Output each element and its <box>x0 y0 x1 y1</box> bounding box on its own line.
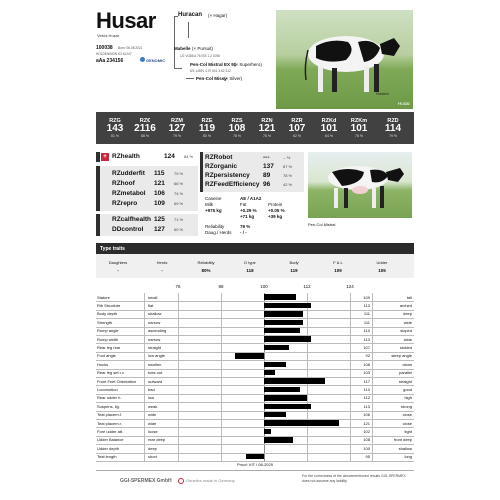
trait-label: RZhoof <box>112 180 135 187</box>
linear-trait-row <box>96 385 414 393</box>
stat-rzkd <box>314 112 344 138</box>
trait-low-label: swollen <box>148 361 162 367</box>
type-traits-header: Type traits <box>96 243 414 254</box>
pedigree-line <box>174 68 182 69</box>
trait-bar <box>235 353 264 358</box>
stat-value: 2116 <box>134 123 156 134</box>
genetics-logo-icon <box>178 478 184 484</box>
trait-value: 121 <box>363 420 370 426</box>
pedigree-sire: Huracan <box>178 12 203 18</box>
trait-name: Rear leg set r.v. <box>97 370 125 376</box>
trait-bar <box>264 336 311 341</box>
stat-pct: 79 % <box>389 134 397 138</box>
linear-trait-row <box>96 293 414 301</box>
rzorganic-row <box>205 163 293 170</box>
health-marker <box>96 152 100 162</box>
stat-pct: 78 % <box>233 134 241 138</box>
brand-name: GGI-SPERMEX GmbH <box>120 478 172 484</box>
fat-pct: +0.29 % <box>240 208 257 213</box>
trait-name: Foot angle <box>97 353 116 359</box>
trait-value: 112 <box>363 395 370 401</box>
type-value-cell: 105 <box>378 268 386 273</box>
stat-label: RZG <box>109 118 121 124</box>
stat-pct: 88 % <box>141 134 149 138</box>
rzpersistency-row <box>205 172 293 179</box>
fat-label: Fat <box>240 202 247 207</box>
stat-pct: 64 % <box>325 134 333 138</box>
trait-bar <box>264 404 311 409</box>
trait-name: Udder depth <box>97 445 120 451</box>
pedigree-sire-dam-info: 1/2 VG86 A 76 ISS 1.2 1056 <box>180 54 220 58</box>
trait-high-label: sickled <box>399 344 412 350</box>
trait-label: RZRobot <box>205 154 233 161</box>
type-header-cell: Body <box>289 260 299 265</box>
trait-value: 106 <box>363 361 370 367</box>
stat-value: 107 <box>288 123 306 134</box>
pedigree-line <box>174 16 175 68</box>
pedigree-sire-parent: (× Hagar) <box>208 13 228 18</box>
trait-low-label: outward <box>148 378 163 384</box>
trait-name: Rib Structure <box>97 302 121 308</box>
stat-label: RZN <box>261 118 273 124</box>
protein-pct: +0.05 % <box>268 208 285 213</box>
trait-bar <box>264 395 307 400</box>
trait-low-label: weak <box>148 403 158 409</box>
stat-value: 121 <box>258 123 276 134</box>
stat-label: RZR <box>291 118 303 124</box>
trait-bar <box>264 429 271 434</box>
type-value-cell: - <box>117 268 119 273</box>
trait-name: Front Feet Orientation <box>97 378 137 384</box>
stat-pct: 76 % <box>263 134 271 138</box>
trait-high-label: tight <box>404 428 412 434</box>
bull-photo <box>276 10 413 109</box>
rzhealth-pct: 84 % <box>184 154 194 159</box>
rzhealth-row <box>112 153 194 160</box>
trait-pct: 79 % <box>174 171 184 176</box>
trait-value: 96 <box>263 181 271 188</box>
type-header-cell: Herds <box>156 260 168 265</box>
bull-name: Husar <box>96 8 156 33</box>
trait-high-label: shallow <box>398 445 412 451</box>
trait-value: 137 <box>263 163 274 170</box>
rzmetabol-row <box>112 190 184 197</box>
trait-low-label: low angle <box>148 353 165 359</box>
stat-pct: 76 % <box>355 134 363 138</box>
trait-label: DDcontrol <box>112 226 144 233</box>
trait-pct: 66 % <box>174 181 184 186</box>
trait-high-label: good <box>403 386 412 392</box>
pedigree-damdam: Pen-Col Missy <box>196 76 227 81</box>
trait-high-label: arched <box>399 302 412 308</box>
trait-low-label: bad <box>148 386 155 392</box>
linear-trait-row <box>96 377 414 385</box>
trait-pct: 60 % <box>174 227 184 232</box>
pedigree-line <box>186 78 194 79</box>
rzcalfhealth-row <box>112 216 184 223</box>
stat-pct: 62 % <box>293 134 301 138</box>
aaa-code: aAa 234156 <box>96 58 124 64</box>
trait-low-label: flat <box>148 302 154 308</box>
trait-bar <box>264 370 275 375</box>
trait-bar <box>264 294 296 299</box>
dam-photo-caption: Pen-Col Mistral <box>308 222 336 227</box>
trait-pct: 74 % <box>174 191 184 196</box>
trait-name: Fore udder att. <box>97 428 124 434</box>
stat-label: RZM <box>171 118 183 124</box>
bull-subtitle: Velcis Husar <box>97 33 120 38</box>
trait-high-label: deep <box>403 311 412 317</box>
trait-name: Stature <box>97 294 110 300</box>
trait-name: Rump angle <box>97 328 119 334</box>
linear-trait-row <box>96 427 414 435</box>
trait-value: 107 <box>363 344 370 350</box>
stat-rzg <box>100 112 130 138</box>
stat-value: 127 <box>168 123 186 134</box>
trait-bar <box>264 378 325 383</box>
trait-name: Rump width <box>97 336 119 342</box>
trait-value: 127 <box>154 226 165 233</box>
trait-name: Rear udder h. <box>97 395 122 401</box>
trait-value: 89 <box>263 172 271 179</box>
photo-breed-label: Holstein <box>376 92 389 96</box>
linear-trait-row <box>96 360 414 368</box>
linear-trait-row <box>96 343 414 351</box>
fat-kg: +71 kg <box>240 214 255 219</box>
trait-value: 115 <box>154 170 165 177</box>
linear-trait-row <box>96 301 414 309</box>
trait-low-label: small <box>148 294 158 300</box>
trait-name: Teat placem.r. <box>97 420 122 426</box>
type-value-cell: 118 <box>246 268 254 273</box>
pedigree-dam: Pen-Col Mistral EX 91 <box>190 62 237 67</box>
trait-value: 110 <box>363 386 370 392</box>
pedigree-sire-dam-parent: (× Pursuit) <box>192 46 213 51</box>
trait-label: RZmetabol <box>112 190 146 197</box>
ddcontrol-row <box>112 226 184 233</box>
stat-value: 119 <box>198 123 216 134</box>
trait-value: 102 <box>363 428 370 434</box>
herdbook-number: HOLDEN/NDN K3 61247 <box>96 52 132 56</box>
rzudderfit-row <box>112 170 184 177</box>
trait-name: Strength <box>97 319 113 325</box>
breeding-values-bar <box>96 101 414 144</box>
stat-label: RZ€ <box>139 118 151 124</box>
trait-bar <box>264 420 339 425</box>
trait-low-label: wide <box>148 420 157 426</box>
trait-pct: -- % <box>283 155 291 160</box>
trait-label: RZudderfit <box>112 170 145 177</box>
trait-high-label: wide <box>403 319 412 325</box>
pedigree-line <box>188 22 189 38</box>
type-value-cell: - <box>161 268 163 273</box>
scale-label: 112 <box>303 284 311 289</box>
type-header-cell: Reliability <box>197 260 215 265</box>
trait-name: Udder Balance <box>97 437 124 443</box>
pedigree-sire-dam: Mabelle <box>174 46 191 51</box>
trait-pct: 78 % <box>283 173 293 178</box>
genomic-logo-icon <box>140 57 145 62</box>
linear-trait-row <box>96 318 414 326</box>
casein-label: Caseine <box>205 196 222 201</box>
milk-label: Milk <box>205 202 213 207</box>
linear-trait-row <box>96 327 414 335</box>
stat-rzn <box>252 112 282 138</box>
type-header-cell: D type <box>244 260 256 265</box>
trait-high-label: high <box>404 395 412 401</box>
trait-label: RZorganic <box>205 163 238 170</box>
rzhoof-row <box>112 180 184 187</box>
proof-label: Proof: VIT / 08-2025 <box>237 462 273 467</box>
trait-bar <box>264 412 286 417</box>
linear-trait-row <box>96 394 414 402</box>
linear-trait-row <box>96 369 414 377</box>
trait-high-label: long <box>404 454 412 460</box>
linear-trait-row <box>96 436 414 444</box>
trait-name: Teat placem.f. <box>97 412 122 418</box>
type-header-cell: Daughters <box>108 260 128 265</box>
trait-value: 106 <box>154 190 165 197</box>
trait-value: 113 <box>363 302 370 308</box>
trait-pct: 42 % <box>283 182 293 187</box>
linear-trait-row <box>96 411 414 419</box>
daughters-herds-label: Daug./ Herds <box>205 230 232 235</box>
made-in-germany: Genetics made in Germany <box>186 478 235 483</box>
trait-label: RZFeedEfficiency <box>205 181 260 188</box>
stat-rzs <box>222 112 252 138</box>
type-value-cell: 109 <box>334 268 342 273</box>
trait-label: RZrepro <box>112 200 138 207</box>
health-cross-icon: + <box>101 153 109 161</box>
trait-name: Suspens. lig. <box>97 403 120 409</box>
stat-value: 114 <box>384 123 402 134</box>
trait-bar <box>264 437 293 442</box>
type-header-cell: Udder <box>376 260 388 265</box>
stat-value: 101 <box>320 123 338 134</box>
trait-pct: 87 % <box>283 164 293 169</box>
trait-bar <box>246 454 264 459</box>
trait-name: Locomotion <box>97 386 118 392</box>
pedigree-dam-info: 5/3 14591 4.97 601 3.62 312 <box>190 69 231 73</box>
linear-trait-row <box>96 444 414 452</box>
rzhealth-label: RZhealth <box>112 153 140 160</box>
stat-value: 143 <box>106 123 124 134</box>
type-header-cell: F & L <box>333 260 343 265</box>
protein-label: Protein <box>268 202 283 207</box>
trait-low-label: loose <box>148 428 158 434</box>
trait-value: 106 <box>363 412 370 418</box>
trait-value: 111 <box>363 311 370 317</box>
type-traits-table <box>96 254 414 278</box>
trait-low-label: narrow <box>148 336 161 342</box>
trait-low-label: wide <box>148 412 157 418</box>
reliability-label: Reliability <box>205 224 225 229</box>
trait-value: --- <box>263 154 270 161</box>
trait-value: 110 <box>363 328 370 334</box>
trait-high-label: sloped <box>400 328 412 334</box>
trait-value: 117 <box>363 378 370 384</box>
trait-high-label: strong <box>400 403 412 409</box>
scale-label: 88 <box>218 284 224 289</box>
stat-label: RZE <box>201 118 213 124</box>
trait-pct: 69 % <box>174 201 184 206</box>
stat-rze-euro <box>130 112 160 138</box>
trait-bar <box>264 387 300 392</box>
trait-name: Rear leg rear <box>97 344 121 350</box>
rzhealth-value: 124 <box>164 153 175 160</box>
trait-high-label: front deep <box>393 437 412 443</box>
trait-bar <box>264 311 303 316</box>
reliability-value: 79 % <box>240 224 251 229</box>
trait-low-label: short <box>148 454 157 460</box>
trait-high-label: tall <box>406 294 412 300</box>
stat-label: RZKm <box>350 118 368 124</box>
bull-id: 100038 <box>96 45 113 51</box>
type-value-cell: 80% <box>201 268 211 273</box>
trait-name: Teat length <box>97 454 117 460</box>
cow-photo-icon <box>276 10 413 109</box>
trait-bar <box>264 303 311 308</box>
trait-label: RZpersistency <box>205 172 250 179</box>
scale-label: 100 <box>260 284 268 289</box>
trait-bar <box>264 320 303 325</box>
milk-kg: +975 kg <box>205 208 222 213</box>
pedigree-line <box>174 16 178 17</box>
stat-rze <box>192 112 222 138</box>
trait-high-label: straight <box>398 378 412 384</box>
pedigree-dam-parent: (× Superhero) <box>234 62 262 67</box>
trait-name: Body depth <box>97 311 118 317</box>
trait-value: 121 <box>154 180 165 187</box>
disclaimer: For the correctness of the abovementioned results GGI-SPERMEX does not assume any liability. <box>302 474 406 483</box>
trait-value: 92 <box>365 353 370 359</box>
trait-name: Hocks <box>97 361 109 367</box>
trait-value: 95 <box>365 454 370 460</box>
trait-low-label: deep <box>148 445 157 451</box>
protein-kg: +39 kg <box>268 214 283 219</box>
calf-marker <box>96 214 100 236</box>
trait-pct: 71 % <box>174 217 184 222</box>
stat-rzm <box>162 112 192 138</box>
linear-trait-row <box>96 402 414 410</box>
trait-low-label: rear deep <box>148 437 166 443</box>
stat-rzr <box>282 112 312 138</box>
trait-bar <box>264 345 289 350</box>
stat-value: 101 <box>350 123 368 134</box>
rzfeedefficiency-row <box>205 181 293 188</box>
dam-photo <box>308 152 412 218</box>
type-value-cell: 119 <box>290 268 298 273</box>
stat-label: RZKd <box>321 118 337 124</box>
born-date: Born: 06.08.2021 <box>118 46 143 50</box>
scale-label: 124 <box>346 284 354 289</box>
rzrobot-row <box>205 154 291 161</box>
linear-trait-row <box>96 352 414 360</box>
trait-value: 113 <box>363 403 370 409</box>
trait-value: 103 <box>363 370 370 376</box>
stat-label: RZD <box>387 118 399 124</box>
stat-value: 108 <box>228 123 246 134</box>
linear-trait-row <box>96 419 414 427</box>
trait-high-label: wide <box>403 336 412 342</box>
trait-low-label: shallow <box>148 311 162 317</box>
trait-label: RZcalfhealth <box>112 216 152 223</box>
cow-photo-icon <box>308 152 412 218</box>
trait-value: 109 <box>363 294 370 300</box>
stat-rzd <box>378 112 408 138</box>
trait-value: 108 <box>363 437 370 443</box>
daughters-herds-value: - / - <box>240 230 247 235</box>
trait-high-label: steep angle <box>391 353 412 359</box>
scale-label: 76 <box>175 284 181 289</box>
trait-low-label: low <box>148 395 155 401</box>
robot-marker <box>200 152 203 192</box>
pedigree-damdam-parent: (× Silver) <box>224 76 243 81</box>
stat-pct: 79 % <box>173 134 181 138</box>
trait-high-label: parallel <box>399 370 412 376</box>
stat-pct: 80 % <box>203 134 211 138</box>
trait-value: 111 <box>363 319 370 325</box>
trait-low-label: narrow <box>148 319 161 325</box>
trait-high-label: close <box>402 420 412 426</box>
trait-high-label: clean <box>402 361 412 367</box>
casein-value: AE / A1A2 <box>240 196 262 201</box>
trait-bar <box>264 362 286 367</box>
stats-bar-name: Husar <box>397 101 410 106</box>
linear-trait-row <box>96 310 414 318</box>
linear-trait-row <box>96 335 414 343</box>
trait-value: 113 <box>363 336 370 342</box>
trait-low-label: straight <box>148 344 162 350</box>
trait-high-label: close <box>402 412 412 418</box>
trait-value: 125 <box>154 216 165 223</box>
rzrepro-row <box>112 200 184 207</box>
trait-low-label: toes out <box>148 370 163 376</box>
trait-low-label: ascending <box>148 328 167 334</box>
trait-value: 100 <box>363 445 370 451</box>
stat-label: RZS <box>231 118 243 124</box>
genomic-logo-text: GENOMIC <box>146 58 166 63</box>
linear-traits-table <box>96 293 414 461</box>
health-subtraits-marker <box>96 166 100 211</box>
stat-pct: 81 % <box>111 134 119 138</box>
stat-rzkm <box>344 112 374 138</box>
trait-bar <box>264 328 300 333</box>
trait-value: 109 <box>154 200 165 207</box>
linear-trait-row <box>96 453 414 461</box>
